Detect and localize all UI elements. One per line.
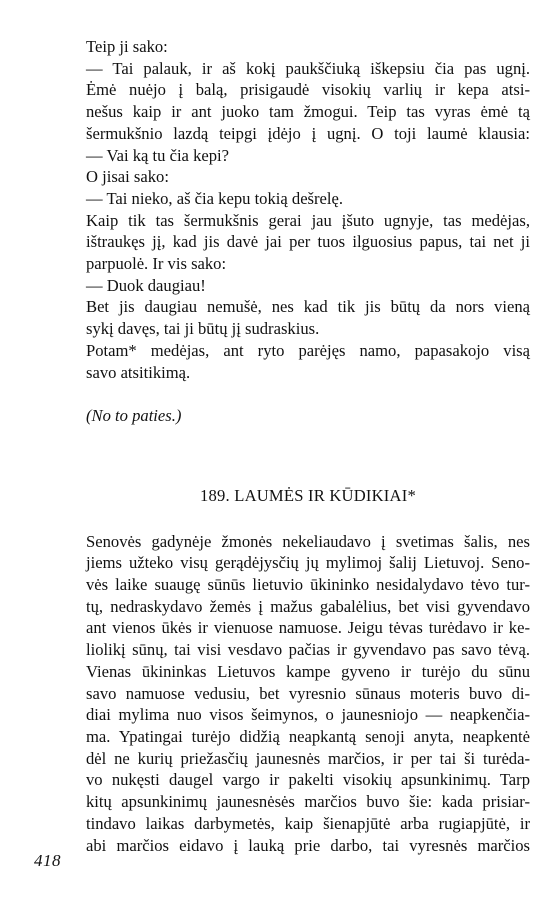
- text-line: Kaip tik tas šermukšnis gerai jau įšuto ugnyje, tas medėjas,: [86, 210, 530, 230]
- text-line: Vienas ūkininkas Lietuvos kampe gyveno ir turėjo du sūnu: [86, 661, 530, 681]
- text-line: Bet jis daugiau nemušė, nes kad tik jis būtų da nors vieną: [86, 297, 530, 317]
- text-line: liolikį sūnų, tai visi vesdavo pačias ir gyvendavo pas savo tėvą.: [86, 640, 530, 660]
- text-line: — Duok daugiau!: [86, 275, 206, 295]
- source-note: (No to paties.): [86, 406, 182, 426]
- section-heading: 189. LAUMĖS IR KŪDIKIAI*: [200, 485, 416, 505]
- text-line: dėl ne kurių priežasčių jaunesnės marčios, ir per tai ši turėda-: [86, 748, 530, 768]
- text-line: savo namuose vedusiu, bet vyresnio sūnaus moteris buvo di-: [86, 683, 530, 703]
- text-line: kitų apsunkinimų jaunesnėsės marčios buvo šie: kada prisiar-: [86, 792, 530, 812]
- text-line: vės laike suaugę sūnūs lietuvio ūkininko nesidalydavo tėvo tur-: [86, 575, 530, 595]
- text-line: — Vai ką tu čia kepi?: [86, 145, 229, 165]
- text-line: Senovės gadynėje žmonės nekeliaudavo į svetimas šalis, nes: [86, 531, 530, 551]
- text-line: O jisai sako:: [86, 167, 169, 187]
- text-line: Potam* medėjas, ant ryto parėjęs namo, papasakojo visą: [86, 340, 530, 360]
- text-line: šermukšnio lazdą teipgi įdėjo į ugnį. O toji laumė klausia:: [86, 123, 530, 143]
- text-line: Teip ji sako:: [86, 37, 168, 56]
- text-line: jiems užteko visų gerądėjysčių jų mylimoj šalij Lietuvoj. Seno-: [86, 553, 530, 573]
- text-line: tindavo laikas darbymetės, kaip šienapjūtė arba rugiapjūtė, ir: [86, 813, 530, 833]
- text-line: — Tai palauk, ir aš kokį paukščiuką iškepsiu čia pas ugnį.: [86, 58, 530, 78]
- text-line: Ėmė nuėjo į balą, prisigaudė visokių varlių ir kepa atsi-: [86, 80, 530, 100]
- text-line: parpuolė. Ir vis sako:: [86, 254, 227, 274]
- page-number: 418: [34, 851, 61, 870]
- text-line: ma. Ypatingai turėjo didžią neapkantą senoji anyta, neapkentė: [86, 726, 530, 746]
- text-line: ištraukęs jį, kad jis davė jai per tuos ilguosius papus, tai net ji: [86, 232, 530, 252]
- story-body: [86, 531, 530, 857]
- text-line: tų, nedraskydavo žemės į mažus gabalėlius, bet visi gyvendavo: [86, 596, 530, 616]
- text-line: sykį davęs, tai ji būtų jį sudraskius.: [86, 319, 320, 339]
- text-line: nešus kaip ir ant juoko tam žmogui. Teip tas vyras ėmė tą: [86, 102, 530, 122]
- text-line: ant vienos ūkės ir vienuose namuose. Jeigu tėvas turėdavo ir ke-: [86, 618, 530, 638]
- story-continuation: [86, 36, 530, 427]
- text-line: diai mylima nuo visos šeimynos, o jaunesniojo — neapkenčia-: [86, 705, 530, 725]
- text-line: — Tai nieko, aš čia kepu tokią dešrelę.: [86, 188, 344, 208]
- book-page: [86, 36, 530, 856]
- text-line: savo atsitikimą.: [86, 362, 191, 382]
- text-line: vo nukęsti daugel vargo ir pakelti visokių apsunkinimų. Tarp: [86, 770, 530, 790]
- text-line: abi marčios eidavo į lauką prie darbo, tai vyresnės marčios: [86, 835, 530, 855]
